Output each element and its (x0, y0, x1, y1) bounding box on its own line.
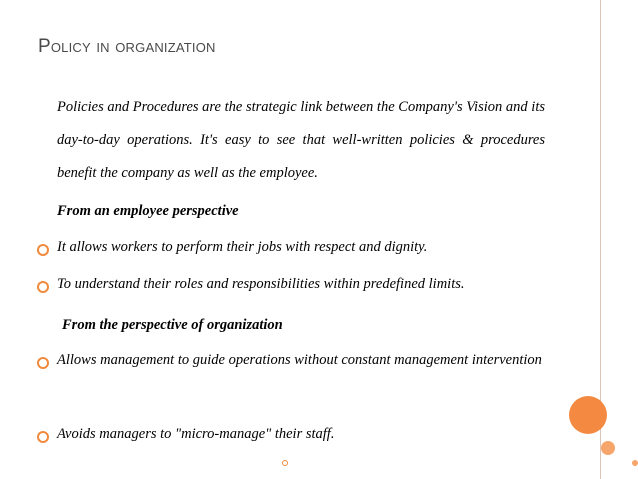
bullet-icon (37, 244, 49, 256)
organization-bullet-1: Allows management to guide operations without constant management intervention (57, 352, 542, 368)
bullet-icon (37, 431, 49, 443)
organization-heading: From the perspective of organization (62, 317, 283, 333)
bullet-icon (37, 357, 49, 369)
employee-bullet-2: To understand their roles and responsibilities within predefined limits. (57, 276, 465, 292)
slide-title: Policy in organization (38, 36, 216, 57)
bullet-icon (37, 281, 49, 293)
intro-paragraph: Policies and Procedures are the strategic link between the Company's Vision and its day-to-day operations. It's easy to see that well-written policies & procedures benefit the company as well as the employee. (57, 99, 545, 181)
employee-heading: From an employee perspective (57, 203, 239, 219)
decorative-circle-small (601, 441, 615, 455)
decorative-circle-large (569, 396, 607, 434)
empty-bullet-icon (282, 460, 288, 466)
organization-bullet-2: Avoids managers to "micro-manage" their staff. (57, 426, 335, 442)
employee-bullet-1: It allows workers to perform their jobs with respect and dignity. (57, 239, 428, 255)
decorative-circle-tiny (632, 460, 638, 466)
